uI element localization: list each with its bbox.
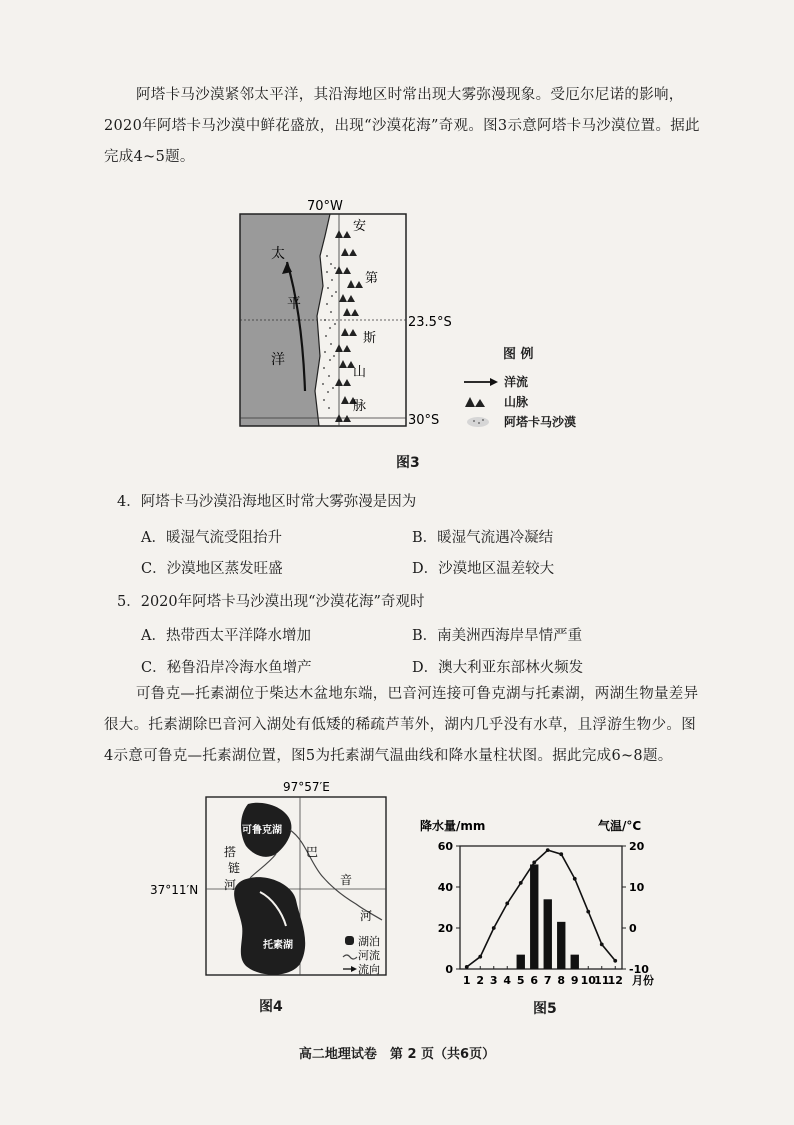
precip-bar: [517, 955, 525, 969]
x-axis-label: 月份: [632, 974, 654, 987]
question-4-stem: 4．阿塔卡马沙漠沿海地区时常大雾弥漫是因为: [117, 494, 417, 510]
bayin-river-char-2: 音: [340, 873, 353, 887]
temperature-point: [600, 943, 604, 947]
lat-37-11n-label: 37°11′N: [150, 883, 199, 897]
dotted-area-icon: [464, 416, 498, 428]
y-tick-label: 40: [437, 881, 453, 894]
legend-mountains: [464, 393, 528, 410]
andes-char-1: 安: [353, 219, 367, 234]
question-4-option-d: D．沙漠地区温差较大: [412, 561, 555, 577]
temperature-point: [532, 861, 536, 865]
question-4-option-c: C．沙漠地区蒸发旺盛: [141, 561, 283, 577]
x-tick-label: 3: [489, 974, 498, 987]
y2-axis-label: 气温/°C: [598, 819, 642, 833]
temperature-line: [467, 850, 616, 967]
legend-desert-label: 阿塔卡马沙漠: [504, 415, 577, 429]
andes-char-5: 脉: [353, 399, 367, 414]
ocean-char-1: 太: [271, 246, 285, 262]
y-axis-label: 降水量/mm: [420, 819, 486, 833]
legend-desert: [464, 413, 576, 430]
flow-arrow-icon: [343, 966, 357, 972]
arrow-icon: [464, 377, 498, 387]
y-tick-label: 0: [445, 963, 453, 976]
y-tick-label: 60: [437, 840, 453, 853]
ocean-char-2: 平: [287, 296, 301, 312]
question-5-option-a: A．热带西太平洋降水增加: [141, 628, 311, 644]
y2-tick-label: -10: [629, 963, 649, 976]
temperature-point: [559, 852, 563, 856]
legend-river-label: 河流: [358, 949, 380, 962]
keluke-lake-label: 可鲁克湖: [242, 825, 282, 836]
question-5-stem: 5．2020年阿塔卡马沙漠出现“沙漠花海”奇观时: [117, 594, 425, 610]
side-river: [250, 854, 276, 878]
y2-tick-label: 20: [629, 840, 645, 853]
temperature-point: [492, 926, 496, 930]
legend-flow-label: 流向: [358, 963, 380, 976]
temperature-point: [519, 881, 523, 885]
andes-char-4: 山: [353, 365, 367, 380]
andes-char-3: 斯: [363, 331, 377, 346]
side-river-char-2: 链: [228, 861, 241, 875]
x-tick-label: 11: [594, 974, 610, 987]
page-footer: 高二地理试卷 第 2 页（共6页）: [298, 1047, 496, 1062]
lat-23-5s-label: 23.5°S: [408, 315, 452, 330]
figure-3-map: [235, 196, 655, 446]
intro-paragraph-1: 阿塔卡马沙漠紧邻太平洋，其沿海地区时常出现大雾弥漫现象。受厄尔尼诺的影响，2020年阿塔卡马沙漠中鲜花盛放，出现“沙漠花海”奇观。图3示意阿塔卡马沙漠位置。据此完成4~5题。: [104, 87, 700, 165]
y-tick-label: 20: [437, 922, 453, 935]
ocean-char-3: 洋: [271, 352, 285, 368]
precip-bar: [530, 864, 538, 969]
legend-mountains-label: 山脉: [504, 395, 529, 409]
legend-ocean-current: [464, 373, 528, 390]
precip-bar: [544, 899, 552, 969]
x-tick-label: 1: [462, 974, 471, 987]
legend-lake-label: 湖泊: [358, 935, 380, 948]
bayin-river-char-3: 河: [360, 909, 373, 923]
temperature-point: [505, 902, 509, 906]
plot-frame: [460, 846, 622, 969]
fig3-legend-title: 图 例: [503, 347, 534, 362]
temperature-point: [586, 910, 590, 914]
question-4-option-b: B．暖湿气流遇冷凝结: [412, 530, 554, 546]
figure-5-caption: 图5: [533, 1001, 557, 1017]
precip-bar: [557, 922, 565, 969]
figure-3-caption: 图3: [396, 455, 420, 471]
x-tick-label: 7: [543, 974, 552, 987]
lake-icon: [345, 936, 354, 945]
andes-char-2: 第: [365, 271, 379, 286]
lat-30s-label: 30°S: [408, 413, 440, 428]
tosu-lake: [234, 877, 305, 975]
temperature-point: [465, 965, 469, 969]
y2-tick-label: 0: [629, 922, 637, 935]
x-tick-label: 6: [530, 974, 539, 987]
precip-bar: [571, 955, 579, 969]
tosu-lake-label: 托素湖: [263, 940, 293, 951]
x-tick-label: 9: [570, 974, 579, 987]
x-tick-label: 4: [503, 974, 512, 987]
x-tick-label: 5: [516, 974, 525, 987]
question-5-option-c: C．秘鲁沿岸冷海水鱼增产: [141, 660, 312, 676]
x-tick-label: 12: [607, 974, 623, 987]
bayin-river-char-1: 巴: [306, 845, 319, 859]
x-tick-label: 2: [476, 974, 485, 987]
temperature-point: [573, 877, 577, 881]
y2-tick-label: 10: [629, 881, 645, 894]
figure-4-caption: 图4: [259, 999, 283, 1015]
question-4-option-a: A．暖湿气流受阻抬升: [141, 530, 282, 546]
bayin-river: [290, 830, 382, 920]
question-5-option-b: B．南美洲西海岸旱情严重: [412, 628, 583, 644]
figure-4-map: [150, 780, 400, 995]
atacama-desert: [322, 255, 337, 409]
river-icon: [343, 955, 357, 959]
temperature-point: [613, 959, 617, 963]
x-tick-label: 8: [557, 974, 566, 987]
side-river-char-1: 搭: [224, 845, 237, 859]
intro-paragraph-2: 可鲁克—托素湖位于柴达木盆地东端，巴音河连接可鲁克湖与托素湖，两湖生物量差异很大。托素湖除巴音河入湖处有低矮的稀疏芦苇外，湖内几乎没有水草，且浮游生物少。图4示意可鲁克—托素湖位置，图5为托素湖气温曲线和降水量柱状图。据此完成6~8题。: [104, 686, 699, 764]
lon-97-57e-label: 97°57′E: [283, 780, 330, 794]
temperature-point: [478, 955, 482, 959]
question-5-option-d: D．澳大利亚东部林火频发: [412, 660, 584, 676]
x-tick-label: 10: [580, 974, 596, 987]
temperature-point: [546, 848, 550, 852]
side-river-char-3: 河: [224, 878, 237, 892]
legend-ocean-current-label: 洋流: [504, 375, 529, 389]
mountain-icon: [464, 396, 498, 408]
lon-70w-label: 70°W: [307, 199, 343, 214]
figure-5-climate-chart: [420, 812, 660, 1027]
